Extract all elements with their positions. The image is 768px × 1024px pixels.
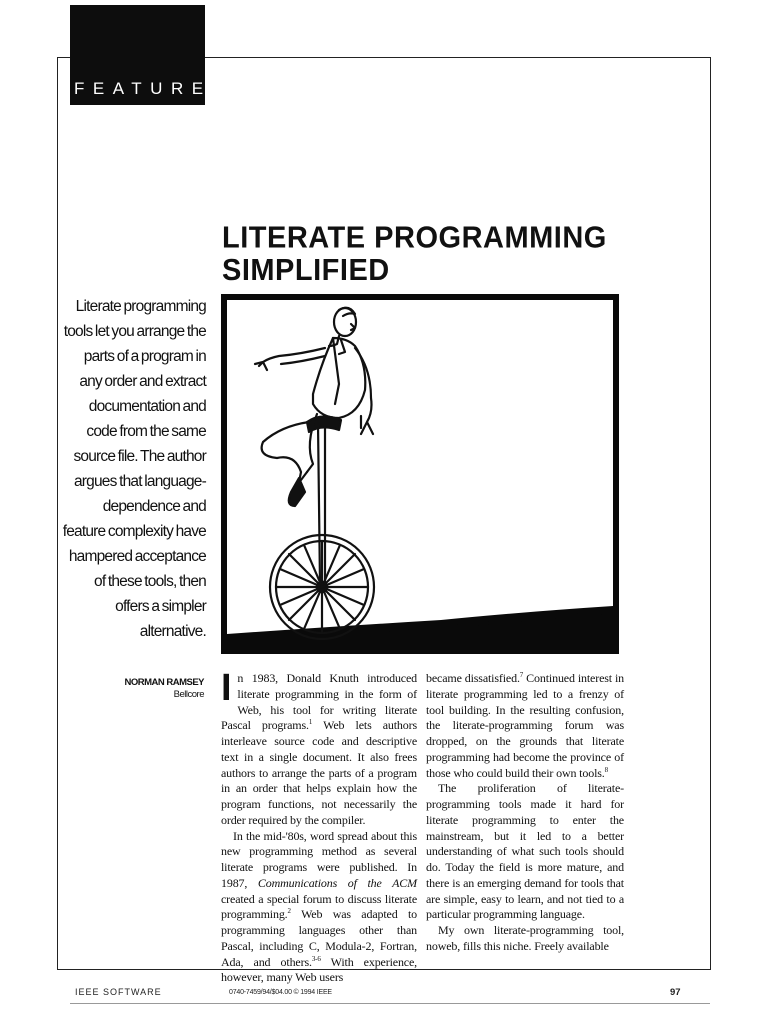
footer-rule [70,1003,710,1004]
page-number: 97 [670,987,681,998]
body-paragraph: became dissatisfied.$^7$ Continued interest in literate programming led to a frenzy of tool building. In the resulting confusion, the literate-programming forum was dropped, on the grounds that literate programming had become the province of those who could build their own tools.$^8$ [426,671,624,780]
footer-copyright-code: 0740-7459/94/$04.00 © 1994 IEEE [229,989,332,996]
reference-marker: 8 [604,765,608,774]
body-paragraph: In 1983, Donald Knuth introduced literate programming in the form of Web, his tool for writing literate Pascal programs.$^1$ Web lets authors interleave source code and descriptive text in a single document. It also frees authors to arrange the parts of a program in an order that helps explain how the program functions, not necessarily the order required by the compiler. [221,667,417,827]
article-abstract: Literate programming tools let you arrange the parts of a program in any order and extract documentation and code from the same source file. The author argues that language-dependence and feature complexity have hampered acceptance of these tools, then offers a simpler alternative. [62,298,206,640]
byline [120,677,204,701]
section-tab [70,5,212,105]
author-affiliation: Bellcore [173,689,204,700]
journal-citation: Communications of the ACM [257,875,417,890]
reference-marker: 3-6 [311,954,321,963]
body-column-2 [426,671,624,955]
body-paragraph: My own literate-programming tool, noweb, fills this niche. Freely available [426,923,624,953]
footer-journal-name: IEEE SOFTWARE [75,987,162,997]
reference-marker: 7 [519,671,524,679]
drop-cap: I [221,667,232,709]
reference-marker: 2 [287,907,291,916]
body-paragraph: The proliferation of literate-programming tools made it hard for literate programming to enter the mainstream, but it led to a better understanding of what such tools should do. Today the field is more mature, and there is an emerging demand for tools that are simple, easy to learn, and not tied to a particular programming language. [426,781,624,922]
article-title: LITERATE PROGRAMMING SIMPLIFIED [222,221,607,288]
unicyclist-illustration [221,294,619,654]
body-paragraph: In the mid-'80s, word spread about this new programming method as several literate programs were published. In 1987, Communications of the ACM created a special forum to discuss literate programming.$^2$ Web was adapted to programming languages other than Pascal, including C, Modula-2, Fortran, Ada, and others.$^{3-6}$ With experience, however, many Web users [221,828,417,985]
body-column-1 [221,667,417,986]
frame-rule-left [57,57,58,970]
frame-rule-right [710,57,711,970]
author-name: NORMAN RAMSEY [124,677,204,688]
section-tab-label: FEATURE [74,79,212,98]
reference-marker: 1 [308,718,313,727]
